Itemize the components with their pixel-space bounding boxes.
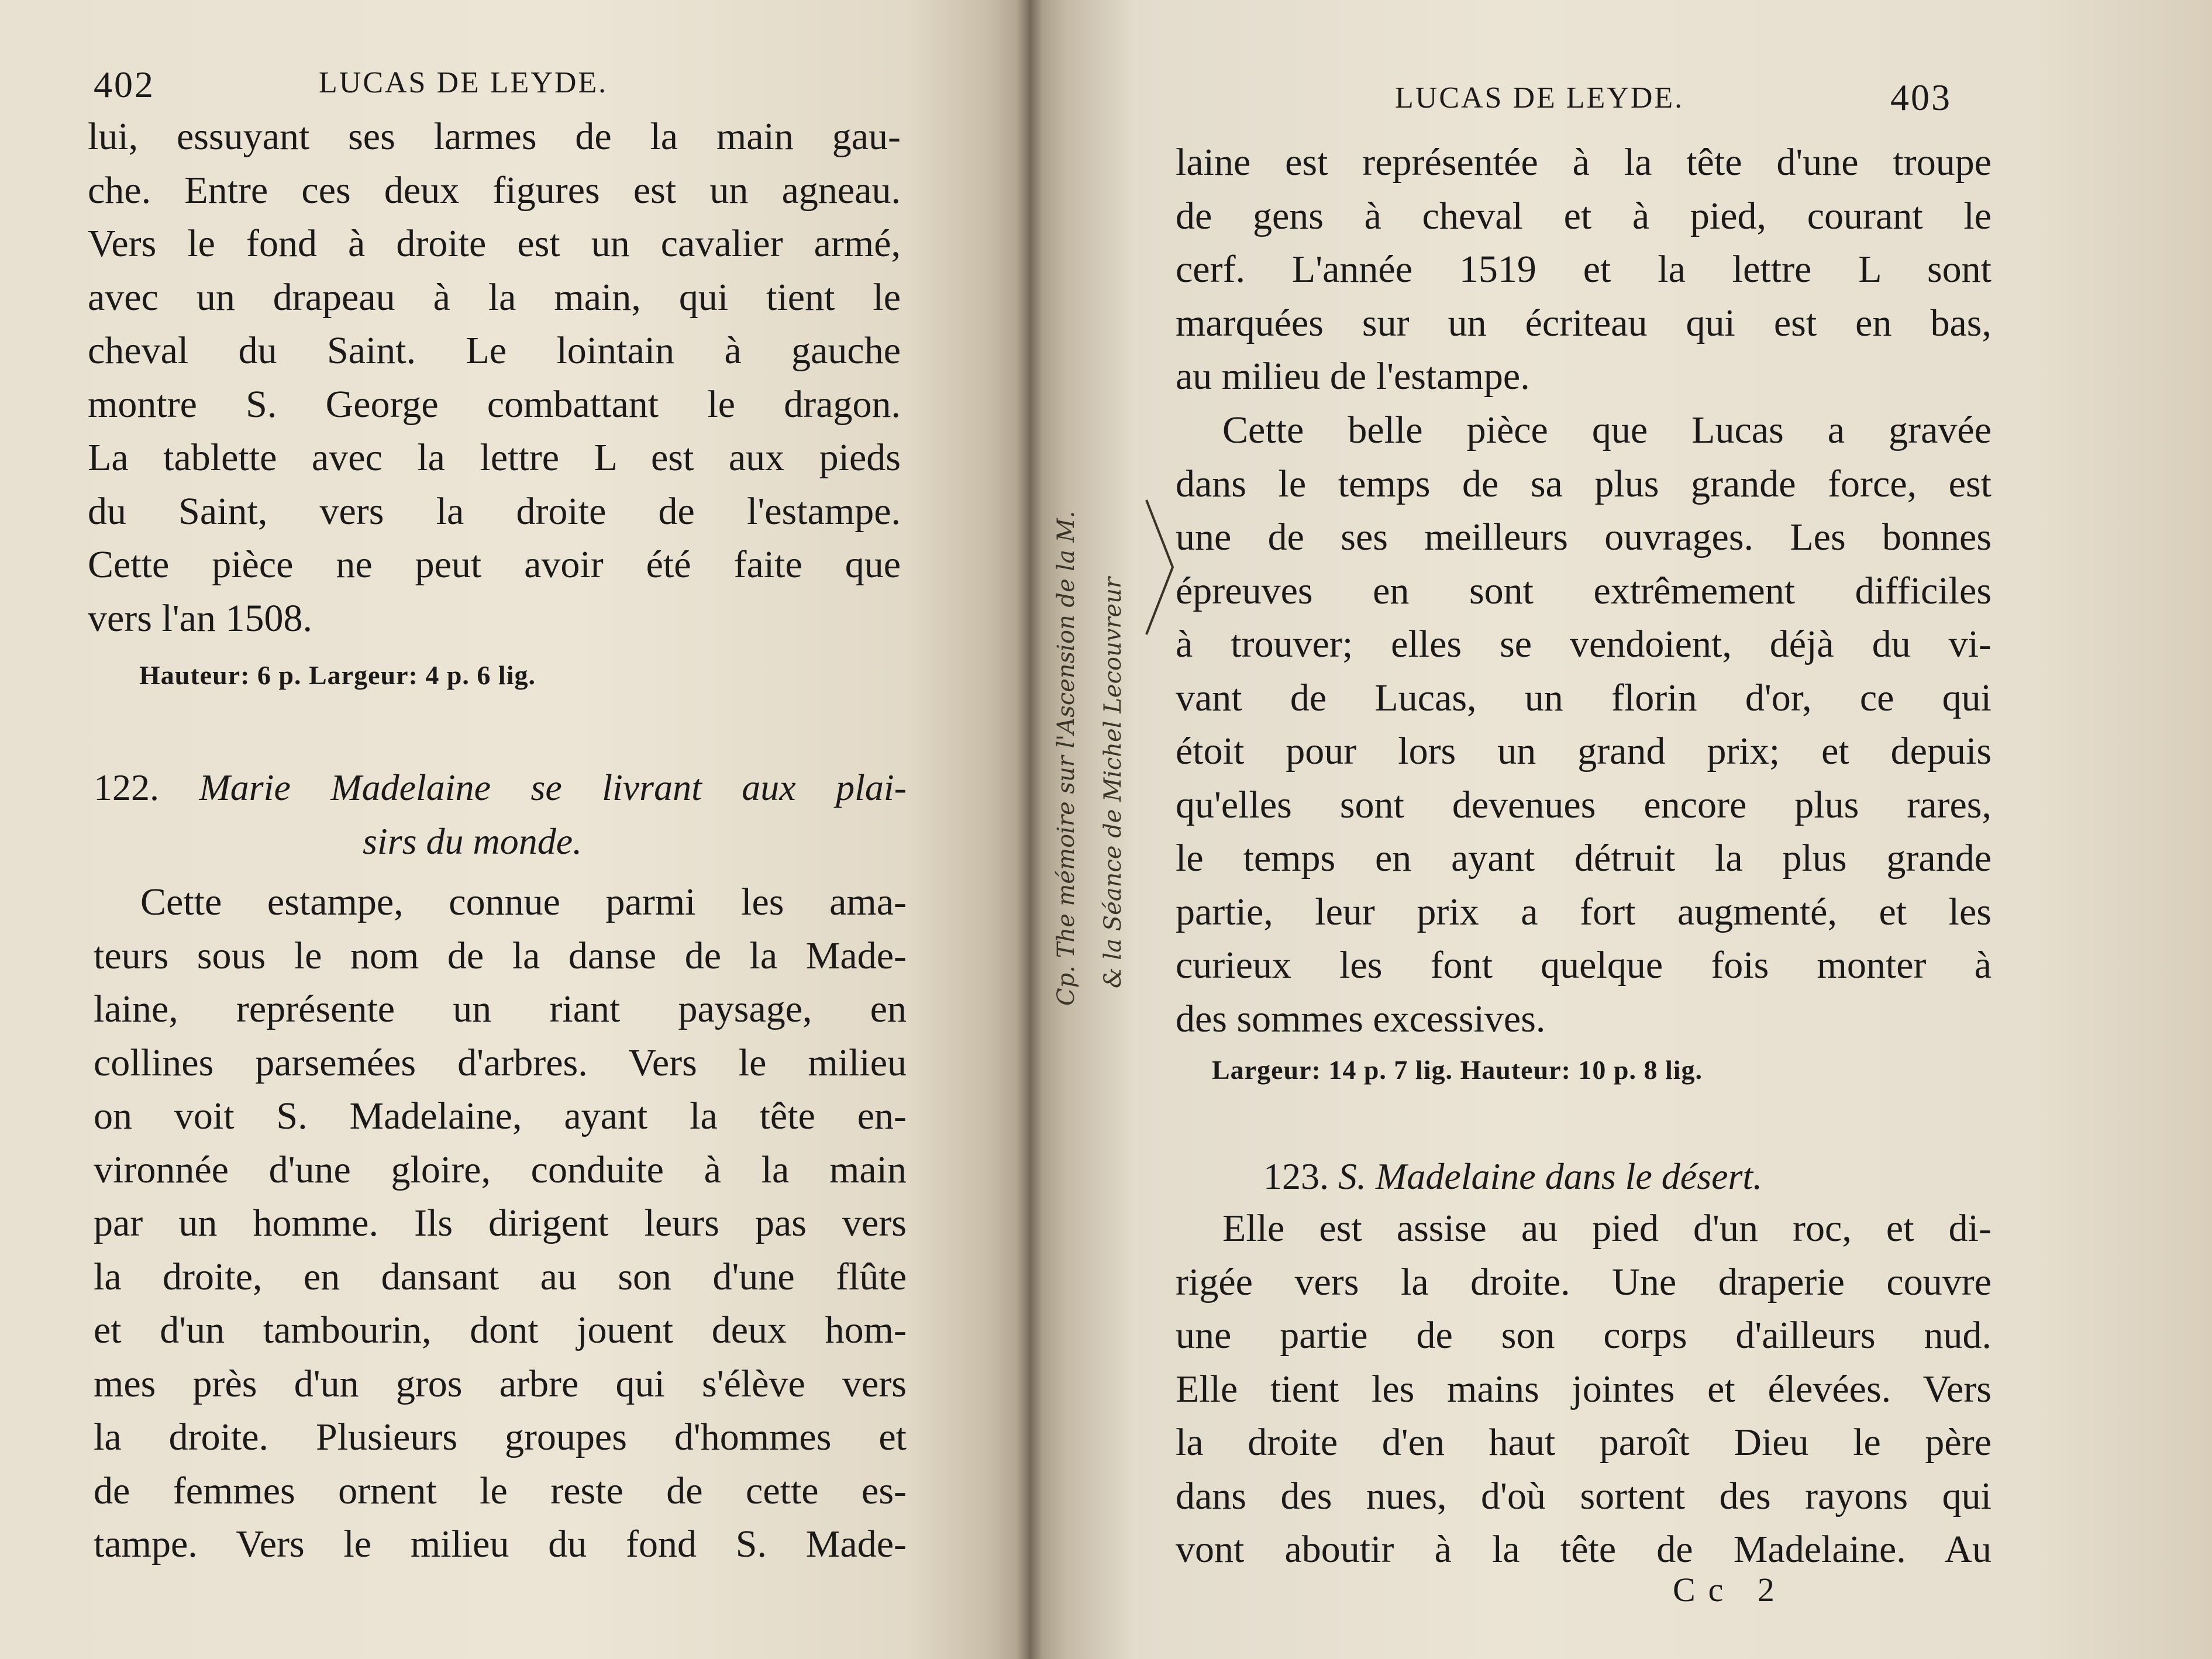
text-line: une partie de son corps d'ailleurs nud. (1176, 1314, 1992, 1357)
text-line: laine, représente un riant paysage, en (94, 988, 907, 1030)
right-paragraph-3 (1176, 1202, 1992, 1577)
text-line: Vers le fond à droite est un cavalier armé, (88, 222, 901, 265)
text-line: cerf. L'année 1519 et la lettre L sont (1176, 248, 1992, 291)
text-line: dans le temps de sa plus grande force, est (1176, 462, 1992, 505)
text-line: marquées sur un écriteau qui est en bas, (1176, 301, 1992, 344)
margin-note-line-1: Cp. The mémoire sur l'Ascension de la M. (1053, 511, 1080, 1006)
right-dimensions: Largeur: 14 p. 7 lig. Hauteur: 10 p. 8 lig. (1212, 1055, 1703, 1085)
right-paragraph-1 (1176, 136, 1992, 403)
text-line: vont aboutir à la tête de Madelaine. Au (1176, 1528, 1992, 1571)
text-line: au milieu de l'estampe. (1176, 355, 1530, 398)
text-line: la droite d'en haut paroît Dieu le père (1176, 1421, 1992, 1464)
text-line: Elle tient les mains jointes et élevées. Vers (1176, 1367, 1992, 1410)
text-line: mes près d'un gros arbre qui s'élève vers (94, 1362, 907, 1405)
left-paragraph-1 (88, 110, 901, 645)
text-line: on voit S. Madelaine, ayant la tête en- (94, 1095, 907, 1137)
text-line: des sommes excessives. (1176, 997, 1546, 1040)
right-running-head: LUCAS DE LEYDE. (1395, 81, 1684, 115)
text-line: che. Entre ces deux figures est un agneau. (88, 168, 901, 212)
entry-title-text: S. Madelaine dans le désert. (1338, 1156, 1763, 1197)
left-paragraph-2 (94, 875, 907, 1571)
text-line: dans des nues, d'où sortent des rayons qui (1176, 1474, 1992, 1517)
text-line: collines parsemées d'arbres. Vers le milieu (94, 1041, 907, 1084)
text-line: Cette belle pièce que Lucas a gravée (1222, 409, 1992, 451)
right-paragraph-2 (1176, 403, 1992, 1046)
text-line: curieux les font quelque fois monter à (1176, 944, 1992, 987)
margin-bracket-mark (1143, 497, 1179, 637)
text-line: par un homme. Ils dirigent leurs pas vers (94, 1202, 907, 1244)
text-line: une de ses meilleurs ouvrages. Les bonnes (1176, 516, 1992, 558)
text-line: le temps en ayant détruit la plus grande (1176, 837, 1992, 879)
left-entry-title-line-2 (363, 820, 582, 863)
text-line: Cette estampe, connue parmi les ama- (140, 881, 907, 923)
text-line: partie, leur prix a fort augmenté, et les (1176, 890, 1992, 933)
text-line: épreuves en sont extrêmement difficiles (1176, 569, 1992, 612)
text-line: Cette pièce ne peut avoir été faite que (88, 543, 901, 586)
text-line: rigée vers la droite. Une draperie couvre (1176, 1260, 1992, 1303)
left-entry-title-line-1 (94, 766, 907, 809)
entry-number: 122. (94, 767, 159, 808)
text-line: lui, essuyant ses larmes de la main gau- (88, 115, 901, 158)
entry-number: 123. (1263, 1156, 1329, 1197)
left-running-head: LUCAS DE LEYDE. (319, 66, 608, 99)
text-line: la droite, en dansant au son d'une flûte (94, 1255, 907, 1298)
text-line: cheval du Saint. Le lointain à gauche (88, 329, 901, 372)
text-line: et d'un tambourin, dont jouent deux hom- (94, 1309, 907, 1351)
left-page (0, 0, 1029, 1659)
text-line: montre S. George combattant le dragon. (88, 382, 901, 426)
right-entry-title (1263, 1155, 1762, 1198)
text-line: laine est représentée à la tête d'une troupe (1176, 141, 1992, 184)
text-line: vironnée d'une gloire, conduite à la main (94, 1148, 907, 1191)
text-line: qu'elles sont devenues encore plus rares, (1176, 783, 1992, 826)
text-line: avec un drapeau à la main, qui tient le (88, 275, 901, 319)
text-line: à trouver; elles se vendoient, déjà du vi- (1176, 623, 1992, 665)
left-page-number: 402 (94, 64, 155, 105)
left-dimensions: Hauteur: 6 p. Largeur: 4 p. 6 lig. (139, 660, 536, 690)
text-line: teurs sous le nom de la danse de la Made- (94, 934, 907, 977)
text-line: vant de Lucas, un florin d'or, ce qui (1176, 676, 1992, 719)
text-line: de femmes ornent le reste de cette es- (94, 1469, 907, 1512)
entry-title-text: Marie Madelaine se livrant aux plai- (199, 767, 907, 808)
right-page (1029, 0, 2212, 1659)
entry-title-text: sirs du monde. (363, 820, 583, 862)
margin-note-line-2: & la Séance de Michel Lecouvreur (1100, 577, 1126, 988)
text-line: de gens à cheval et à pied, courant le (1176, 194, 1992, 237)
book-gutter (1017, 0, 1042, 1659)
text-line: tampe. Vers le milieu du fond S. Made- (94, 1523, 907, 1565)
signature-mark: Cc 2 (1673, 1571, 1787, 1609)
text-line: Elle est assise au pied d'un roc, et di- (1222, 1207, 1992, 1250)
right-page-number: 403 (1890, 77, 1952, 118)
text-line: La tablette avec la lettre L est aux pieds (88, 436, 901, 479)
text-line: vers l'an 1508. (88, 596, 312, 640)
text-line: du Saint, vers la droite de l'estampe. (88, 489, 901, 533)
text-line: la droite. Plusieurs groupes d'hommes et (94, 1416, 907, 1458)
text-line: étoit pour lors un grand prix; et depuis (1176, 730, 1992, 772)
